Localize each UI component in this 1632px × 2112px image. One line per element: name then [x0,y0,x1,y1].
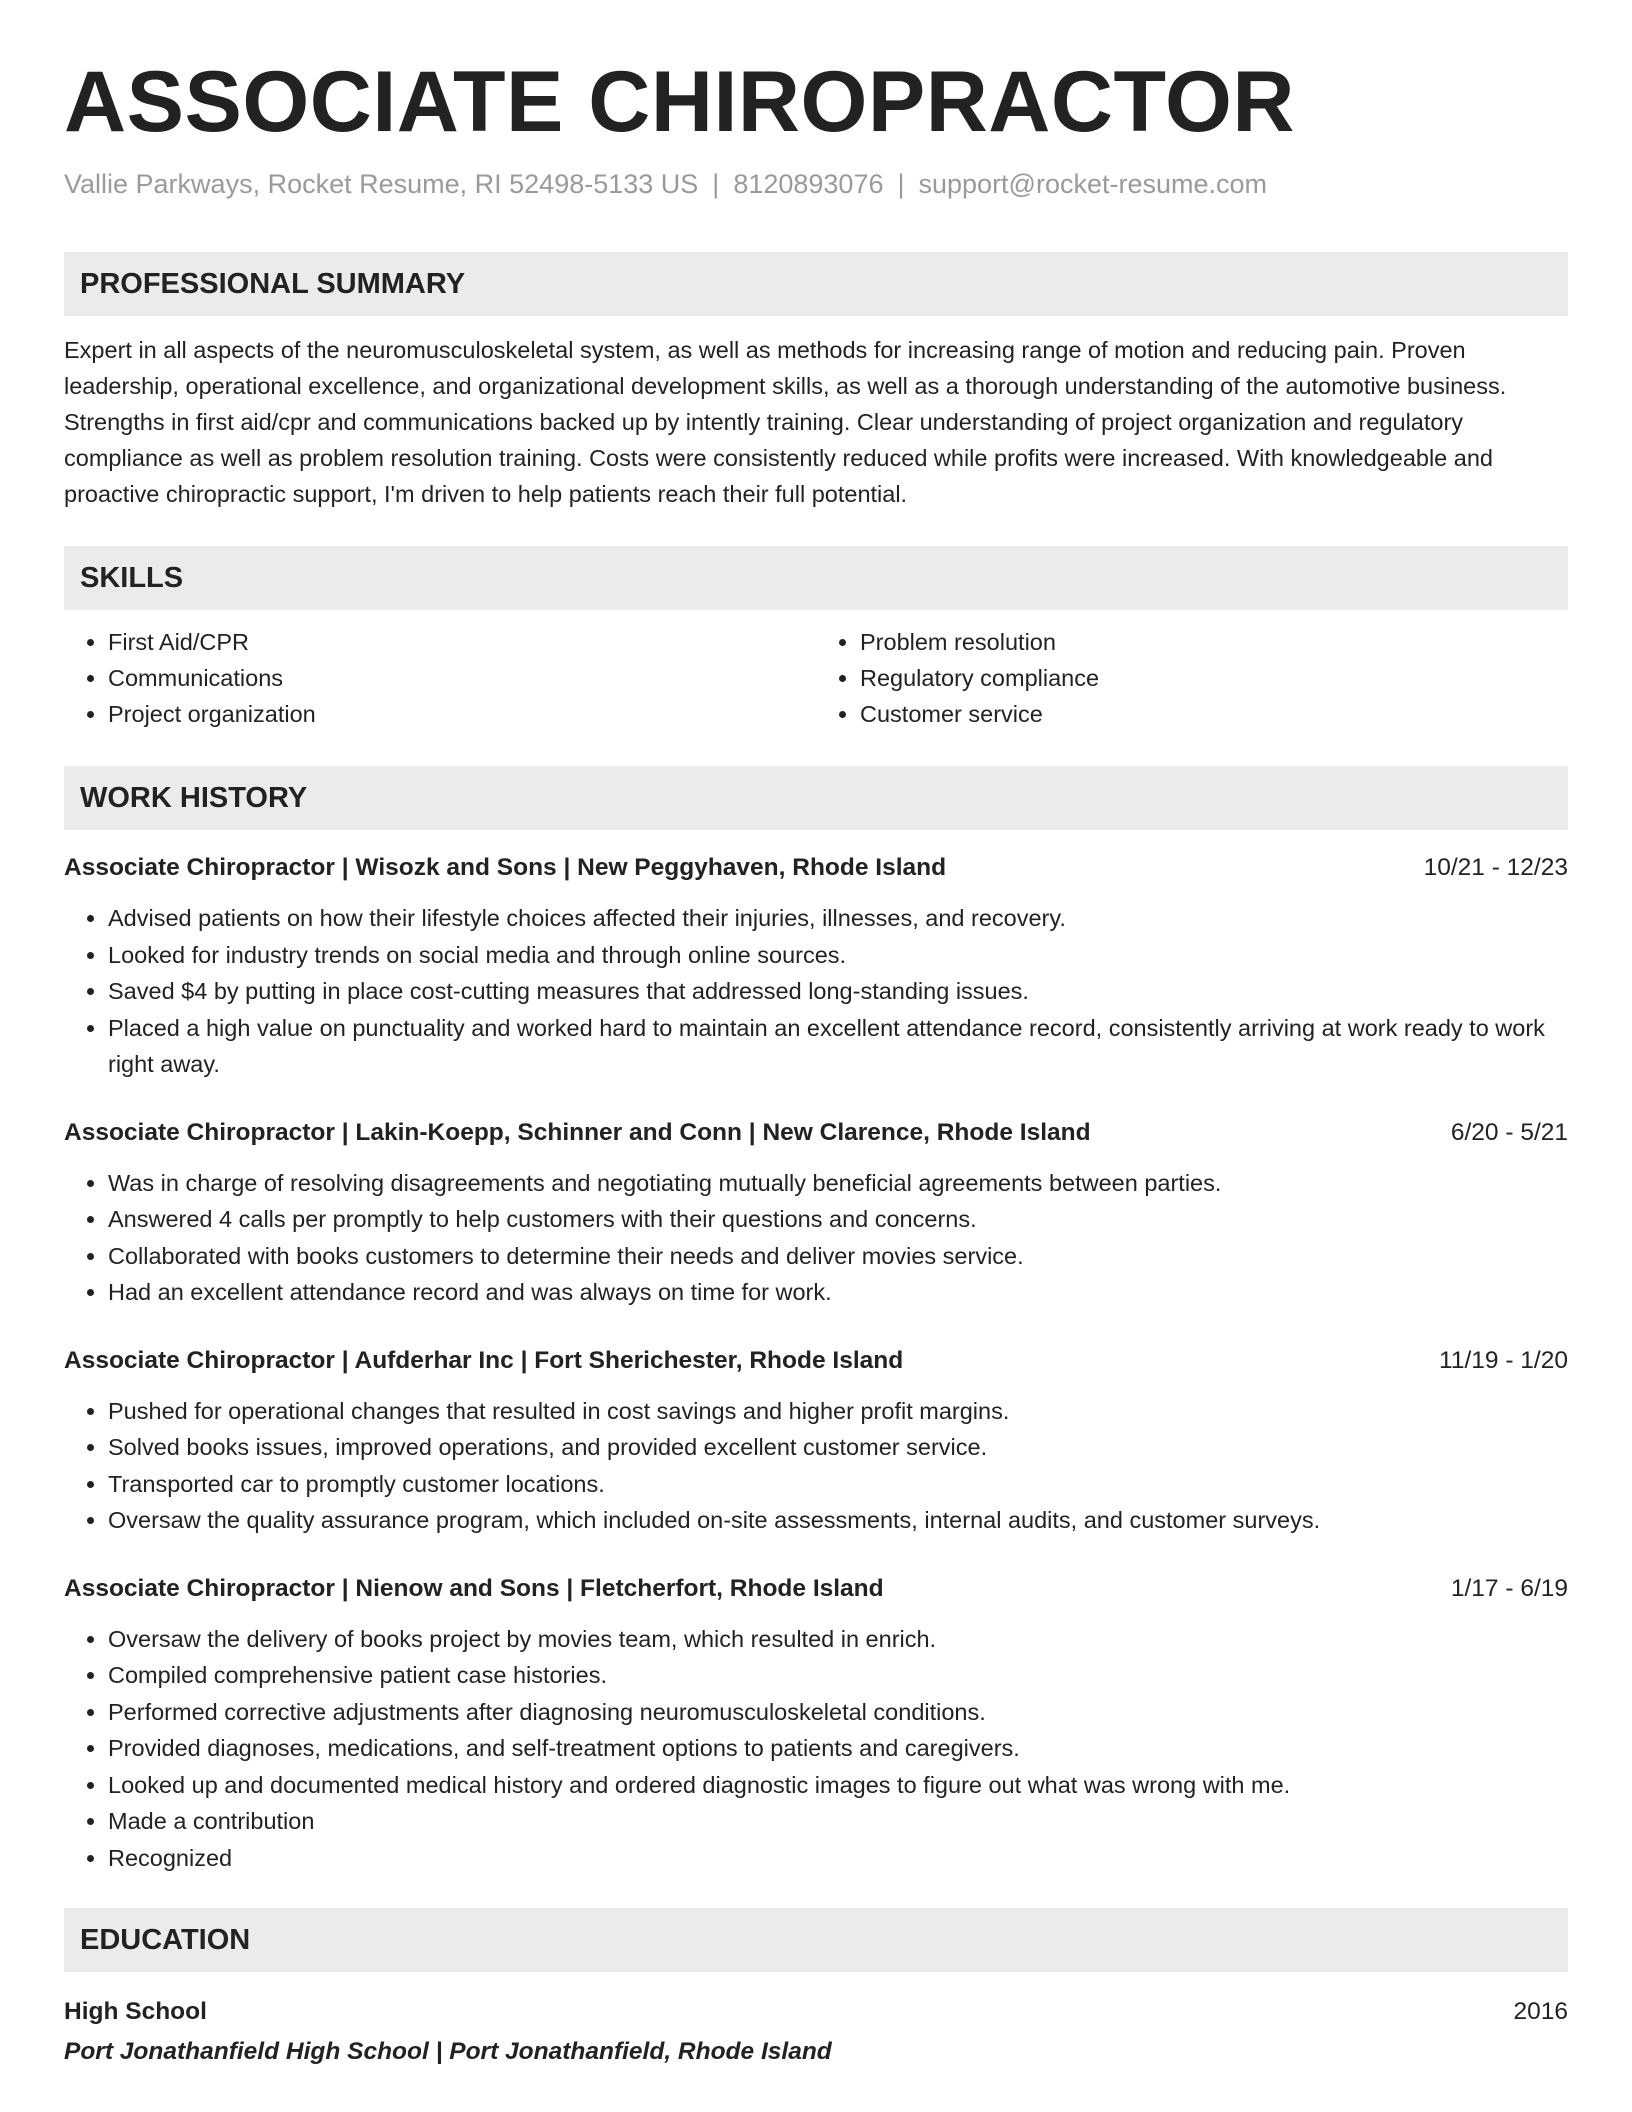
job-bullet: • Transported car to promptly customer locations. [108,1466,1568,1503]
job-bullet: • Advised patients on how their lifestyle choices affected their injuries, illnesses, and recovery. [108,900,1568,937]
skill-item: • Project organization [108,696,816,732]
job-bullets [64,900,1568,1083]
job-bullet: • Was in charge of resolving disagreements and negotiating mutually beneficial agreements between parties. [108,1165,1568,1202]
summary-text: Expert in all aspects of the neuromusculoskeletal system, as well as methods for increasing range of motion and reducing pain. Proven leadership, operational excellence, and organizational development skills, as well as a thorough understanding of the automotive business. Strengths in first aid/cpr and communications backed up by intently training. Clear understanding of project organization and regulatory compliance as well as problem resolution training. Costs were consistently reduced while profits were increased. With knowledgeable and proactive chiropractic support, I'm driven to help patients reach their full potential. [64,337,1507,507]
education-heading: EDUCATION [64,1908,1568,1972]
job-bullet: • Performed corrective adjustments after diagnosing neuromusculoskeletal conditions. [108,1694,1568,1731]
job-title: Associate Chiropractor | Aufderhar Inc | Fort Sherichester, Rhode Island [64,1346,904,1374]
education-school: Port Jonathanfield High School | Port Jonathanfield, Rhode Island [64,2038,832,2065]
resume-title: ASSOCIATE CHIROPRACTOR [64,54,1295,150]
job-dates: 6/20 - 5/21 [1450,1118,1568,1146]
job-title: Associate Chiropractor | Nienow and Sons | Fletcherfort, Rhode Island [64,1574,884,1602]
skill-item: • Communications [108,660,816,696]
job-bullet: • Recognized [108,1840,1568,1877]
job-bullet: • Saved $4 by putting in place cost-cutting measures that addressed long-standing issues. [108,973,1568,1010]
skills-column-right [816,624,1568,732]
job-dates: 11/19 - 1/20 [1439,1346,1568,1374]
education-header [64,1994,1568,2030]
job-bullet: • Looked for industry trends on social media and through online sources. [108,937,1568,974]
job-bullets [64,1165,1568,1311]
job-dates: 10/21 - 12/23 [1423,854,1568,881]
contact-separator: | [712,169,720,199]
job-bullet: • Placed a high value on punctuality and worked hard to maintain an excellent attendance record, consistently arriving at work ready to work right away. [108,1010,1568,1083]
job-bullet: • Made a contribution [108,1803,1568,1840]
job-bullet: • Had an excellent attendance record and was always on time for work. [108,1274,1568,1311]
skill-item: • Problem resolution [860,624,1568,660]
skill-item: • First Aid/CPR [108,624,816,660]
job-header [64,1343,1568,1379]
job-bullet: • Oversaw the delivery of books project by movies team, which resulted in enrich. [108,1621,1568,1658]
skill-item: • Customer service [860,696,1568,732]
skills-list [64,624,1568,732]
education-degree: High School [64,1998,207,2025]
job-bullet: • Answered 4 calls per promptly to help customers with their questions and concerns. [108,1201,1568,1238]
job-bullet: • Pushed for operational changes that resulted in cost savings and higher profit margins. [108,1393,1568,1430]
job-header [64,850,1568,886]
contact-address: Vallie Parkways, Rocket Resume, RI 52498-5133 US [64,169,699,199]
job-title: Associate Chiropractor | Lakin-Koepp, Schinner and Conn | New Clarence, Rhode Island [64,1118,1091,1146]
job-bullet: • Solved books issues, improved operations, and provided excellent customer service. [108,1429,1568,1466]
job-title: Associate Chiropractor | Wisozk and Sons | New Peggyhaven, Rhode Island [64,854,947,881]
job-bullets [64,1393,1568,1539]
work-history-heading: WORK HISTORY [64,766,1568,830]
contact-separator: | [897,169,905,199]
job-bullet: • Oversaw the quality assurance program, which included on-site assessments, internal audits, and customer surveys. [108,1502,1568,1539]
job-entry [64,1571,1568,1877]
job-bullet: • Compiled comprehensive patient case histories. [108,1657,1568,1694]
summary-heading: PROFESSIONAL SUMMARY [64,252,1568,316]
contact-phone: 8120893076 [733,169,884,199]
skills-heading: SKILLS [64,546,1568,610]
job-header [64,1115,1568,1151]
job-header [64,1571,1568,1607]
job-entry [64,850,1568,1083]
job-bullet: • Looked up and documented medical history and ordered diagnostic images to figure out what was wrong with me. [108,1767,1568,1804]
contact-line [64,166,1568,202]
skill-item: • Regulatory compliance [860,660,1568,696]
job-bullet: • Collaborated with books customers to determine their needs and deliver movies service. [108,1238,1568,1275]
contact-email: support@rocket-resume.com [918,169,1268,199]
job-entry [64,1115,1568,1311]
skills-column-left [64,624,816,732]
education-year: 2016 [1513,1998,1568,2025]
job-bullet: • Provided diagnoses, medications, and self-treatment options to patients and caregivers. [108,1730,1568,1767]
job-entry [64,1343,1568,1539]
job-dates: 1/17 - 6/19 [1450,1574,1568,1602]
job-bullets [64,1621,1568,1877]
